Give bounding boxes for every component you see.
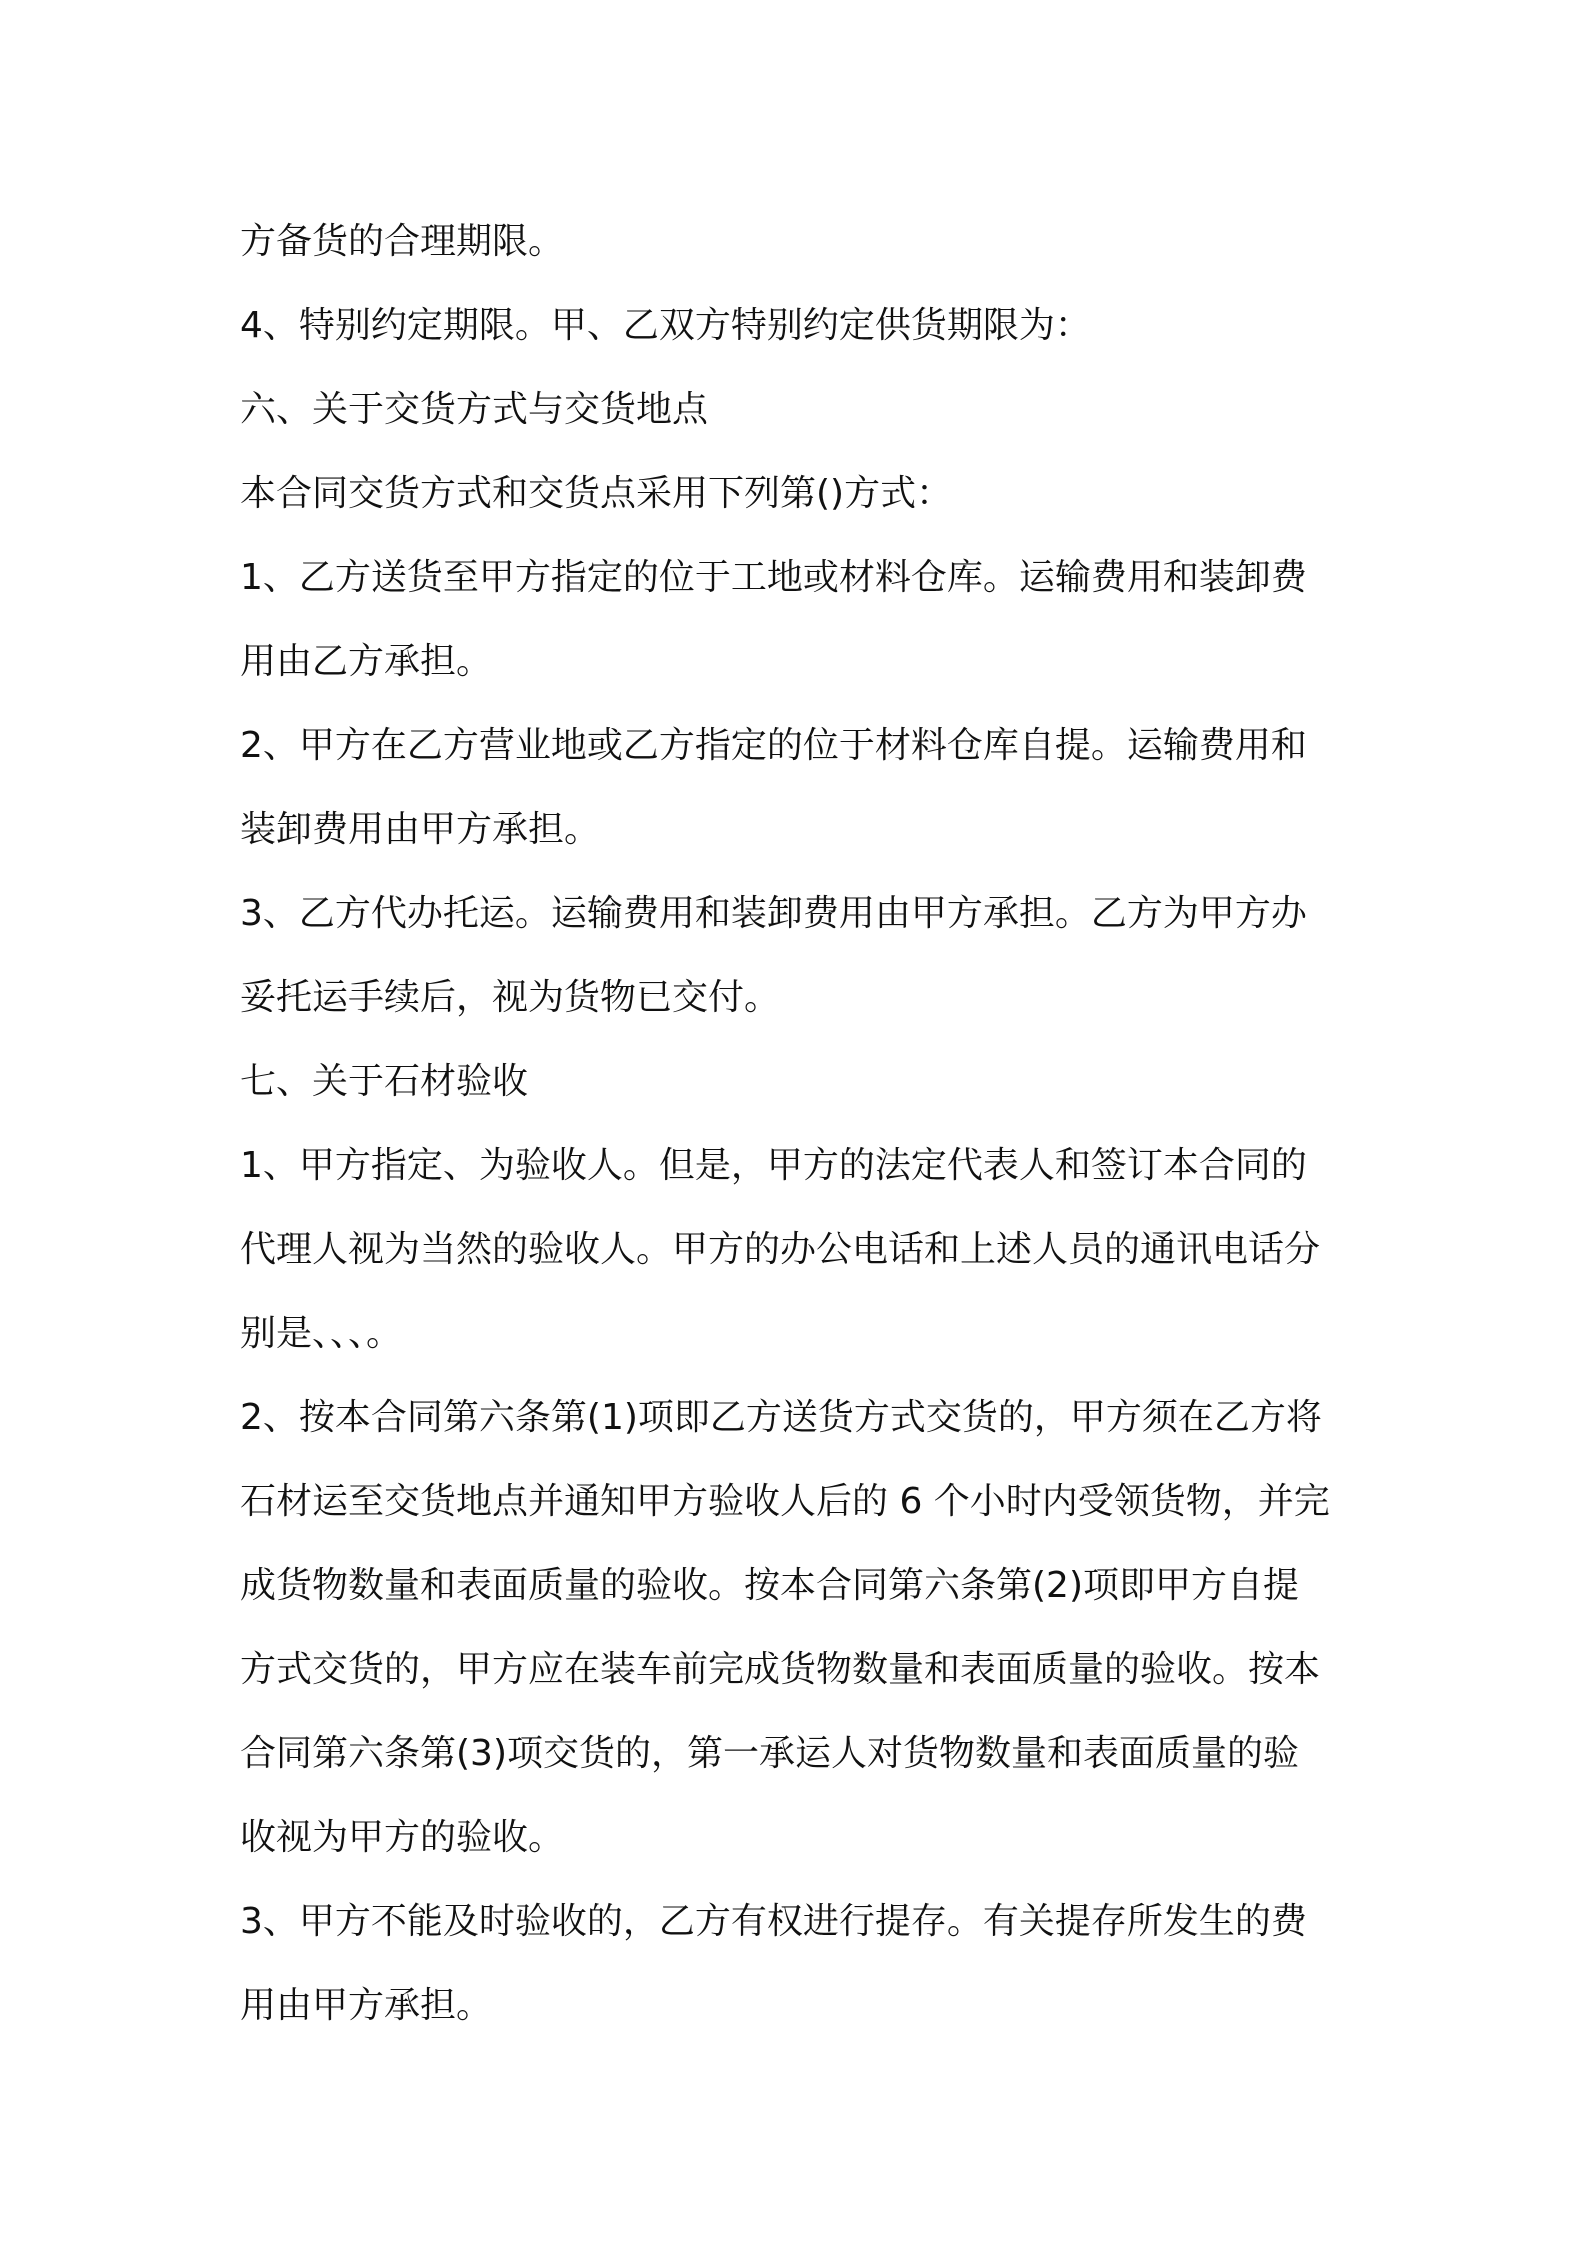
text-line: 合同第六条第(3)项交货的，第一承运人对货物数量和表面质量的验 [240, 1733, 1299, 1774]
text-line: 别是、、、。 [240, 1313, 403, 1354]
text-line: 装卸费用由甲方承担。 [240, 809, 601, 850]
text-line: 用由甲方承担。 [240, 1985, 493, 2026]
text-line: 石材运至交货地点并通知甲方验收人后的 6 个小时内受领货物，并完 [240, 1481, 1330, 1522]
text-line: 2、甲方在乙方营业地或乙方指定的位于材料仓库自提。运输费用和 [240, 725, 1307, 766]
text-line: 方式交货的，甲方应在装车前完成货物数量和表面质量的验收。按本 [240, 1649, 1321, 1690]
text-line: 本合同交货方式和交货点采用下列第()方式： [240, 473, 953, 514]
document-body [240, 200, 1360, 2048]
text-line: 3、甲方不能及时验收的，乙方有权进行提存。有关提存所发生的费 [240, 1901, 1307, 1942]
text-line: 1、甲方指定、为验收人。但是，甲方的法定代表人和签订本合同的 [240, 1145, 1307, 1186]
text-line: 2、按本合同第六条第(1)项即乙方送货方式交货的，甲方须在乙方将 [240, 1397, 1322, 1438]
text-line: 代理人视为当然的验收人。甲方的办公电话和上述人员的通讯电话分 [240, 1229, 1321, 1270]
section-heading: 七、关于石材验收 [240, 1061, 529, 1102]
text-line: 方备货的合理期限。 [240, 221, 565, 262]
text-line: 4、特别约定期限。甲、乙双方特别约定供货期限为： [240, 305, 1091, 346]
text-line: 1、乙方送货至甲方指定的位于工地或材料仓库。运输费用和装卸费 [240, 557, 1307, 598]
text-line: 收视为甲方的验收。 [240, 1817, 565, 1858]
section-heading: 六、关于交货方式与交货地点 [240, 389, 709, 430]
text-line: 用由乙方承担。 [240, 641, 493, 682]
text-line: 3、乙方代办托运。运输费用和装卸费用由甲方承担。乙方为甲方办 [240, 893, 1307, 934]
text-line: 妥托运手续后，视为货物已交付。 [240, 977, 781, 1018]
text-line: 成货物数量和表面质量的验收。按本合同第六条第(2)项即甲方自提 [240, 1565, 1299, 1606]
